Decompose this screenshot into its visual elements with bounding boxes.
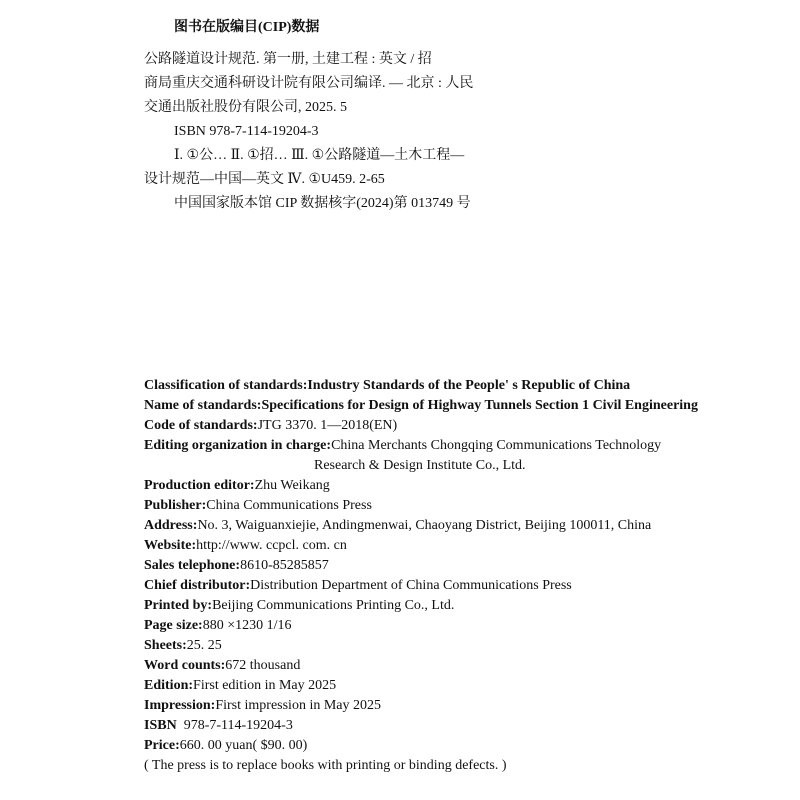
value-price: 660. 00 yuan( $90. 00)	[179, 738, 308, 753]
value-impression: First impression in May 2025	[215, 698, 381, 713]
value-website: http://www. ccpcl. com. cn	[196, 538, 347, 553]
row-sales-telephone: Sales telephone:8610-85285857	[144, 558, 329, 573]
label-sheets: Sheets	[144, 638, 183, 653]
row-production-editor: Production editor:Zhu Weikang	[144, 478, 330, 493]
value-chief-distributor: Distribution Department of China Communications Press	[250, 578, 572, 593]
row-sheets: Sheets:25. 25	[144, 638, 222, 653]
label-isbn: ISBN	[144, 718, 177, 733]
value-editing-cont: Research & Design Institute Co., Ltd.	[314, 458, 526, 473]
value-edition: First edition in May 2025	[193, 678, 337, 693]
value-sheets: 25. 25	[186, 638, 222, 653]
cip-line-classification-cont: 设计规范—中国—英文 Ⅳ. ①U459. 2-65	[144, 172, 385, 187]
label-edition: Edition	[144, 678, 189, 693]
label-chief-distributor: Chief distributor	[144, 578, 246, 593]
row-name: Name of standards:Specifications for Design of Highway Tunnels Section 1 Civil Engineering	[144, 398, 698, 413]
label-website: Website	[144, 538, 192, 553]
row-word-counts: Word counts:672 thousand	[144, 658, 301, 673]
value-editing: China Merchants Chongqing Communications Technology	[331, 438, 662, 453]
row-code: Code of standards:JTG 3370. 1—2018(EN)	[144, 418, 398, 433]
row-isbn	[144, 716, 293, 736]
label-editing: Editing organization in charge	[144, 438, 327, 453]
value-name: Specifications for Design of Highway Tunnels Section 1 Civil Engineering	[261, 398, 698, 413]
cip-line-cip-number: 中国国家版本馆 CIP 数据核字(2024)第 013749 号	[174, 196, 471, 211]
row-page-size: Page size:880 ×1230 1/16	[144, 618, 292, 633]
label-impression: Impression	[144, 698, 211, 713]
value-address: No. 3, Waiguanxiejie, Andingmenwai, Chaoyang District, Beijing 100011, China	[197, 518, 652, 533]
value-classification: Industry Standards of the People' s Republic of China	[307, 378, 631, 393]
row-publisher: Publisher:China Communications Press	[144, 498, 372, 513]
row-printed-by: Printed by:Beijing Communications Printing Co., Ltd.	[144, 598, 455, 613]
label-name: Name of standards	[144, 398, 257, 413]
row-editing: Editing organization in charge:China Merchants Chongqing Communications Technology	[144, 438, 662, 453]
value-word-counts: 672 thousand	[225, 658, 301, 673]
defect-note: ( The press is to replace books with printing or binding defects. )	[144, 758, 507, 773]
value-printed-by: Beijing Communications Printing Co., Ltd.	[212, 598, 455, 613]
value-code: JTG 3370. 1—2018(EN)	[257, 418, 398, 433]
cip-title: 图书在版编目(CIP)数据	[174, 20, 320, 35]
label-publisher: Publisher	[144, 498, 202, 513]
label-production-editor: Production editor	[144, 478, 250, 493]
value-publisher: China Communications Press	[206, 498, 372, 513]
row-website: Website:http://www. ccpcl. com. cn	[144, 538, 347, 553]
value-isbn: 978-7-114-19204-3	[183, 718, 293, 733]
value-production-editor: Zhu Weikang	[254, 478, 330, 493]
label-page-size: Page size	[144, 618, 199, 633]
cip-line-1: 公路隧道设计规范. 第一册, 土建工程 : 英文 / 招	[144, 52, 432, 67]
value-page-size: 880 ×1230 1/16	[202, 618, 292, 633]
label-price: Price	[144, 738, 176, 753]
cip-line-2: 商局重庆交通科研设计院有限公司编译. — 北京 : 人民	[144, 76, 474, 91]
row-address: Address:No. 3, Waiguanxiejie, Andingmenwai, Chaoyang District, Beijing 100011, China	[144, 518, 652, 533]
row-edition: Edition:First edition in May 2025	[144, 678, 337, 693]
value-sales-telephone: 8610-85285857	[240, 558, 329, 573]
cip-line-isbn: ISBN 978-7-114-19204-3	[174, 124, 319, 139]
row-price: Price:660. 00 yuan( $90. 00)	[144, 738, 308, 753]
row-chief-distributor: Chief distributor:Distribution Department of China Communications Press	[144, 578, 572, 593]
row-classification: Classification of standards:Industry Standards of the People' s Republic of China	[144, 378, 631, 393]
row-impression: Impression:First impression in May 2025	[144, 698, 381, 713]
cip-line-classification: Ⅰ. ①公… Ⅱ. ①招… Ⅲ. ①公路隧道—土木工程—	[174, 148, 465, 163]
cip-line-3: 交通出版社股份有限公司, 2025. 5	[144, 100, 347, 115]
label-address: Address	[144, 518, 193, 533]
label-sales-telephone: Sales telephone	[144, 558, 236, 573]
label-code: Code of standards	[144, 418, 253, 433]
label-word-counts: Word counts	[144, 658, 221, 673]
label-classification: Classification of standards	[144, 378, 303, 393]
label-printed-by: Printed by	[144, 598, 208, 613]
